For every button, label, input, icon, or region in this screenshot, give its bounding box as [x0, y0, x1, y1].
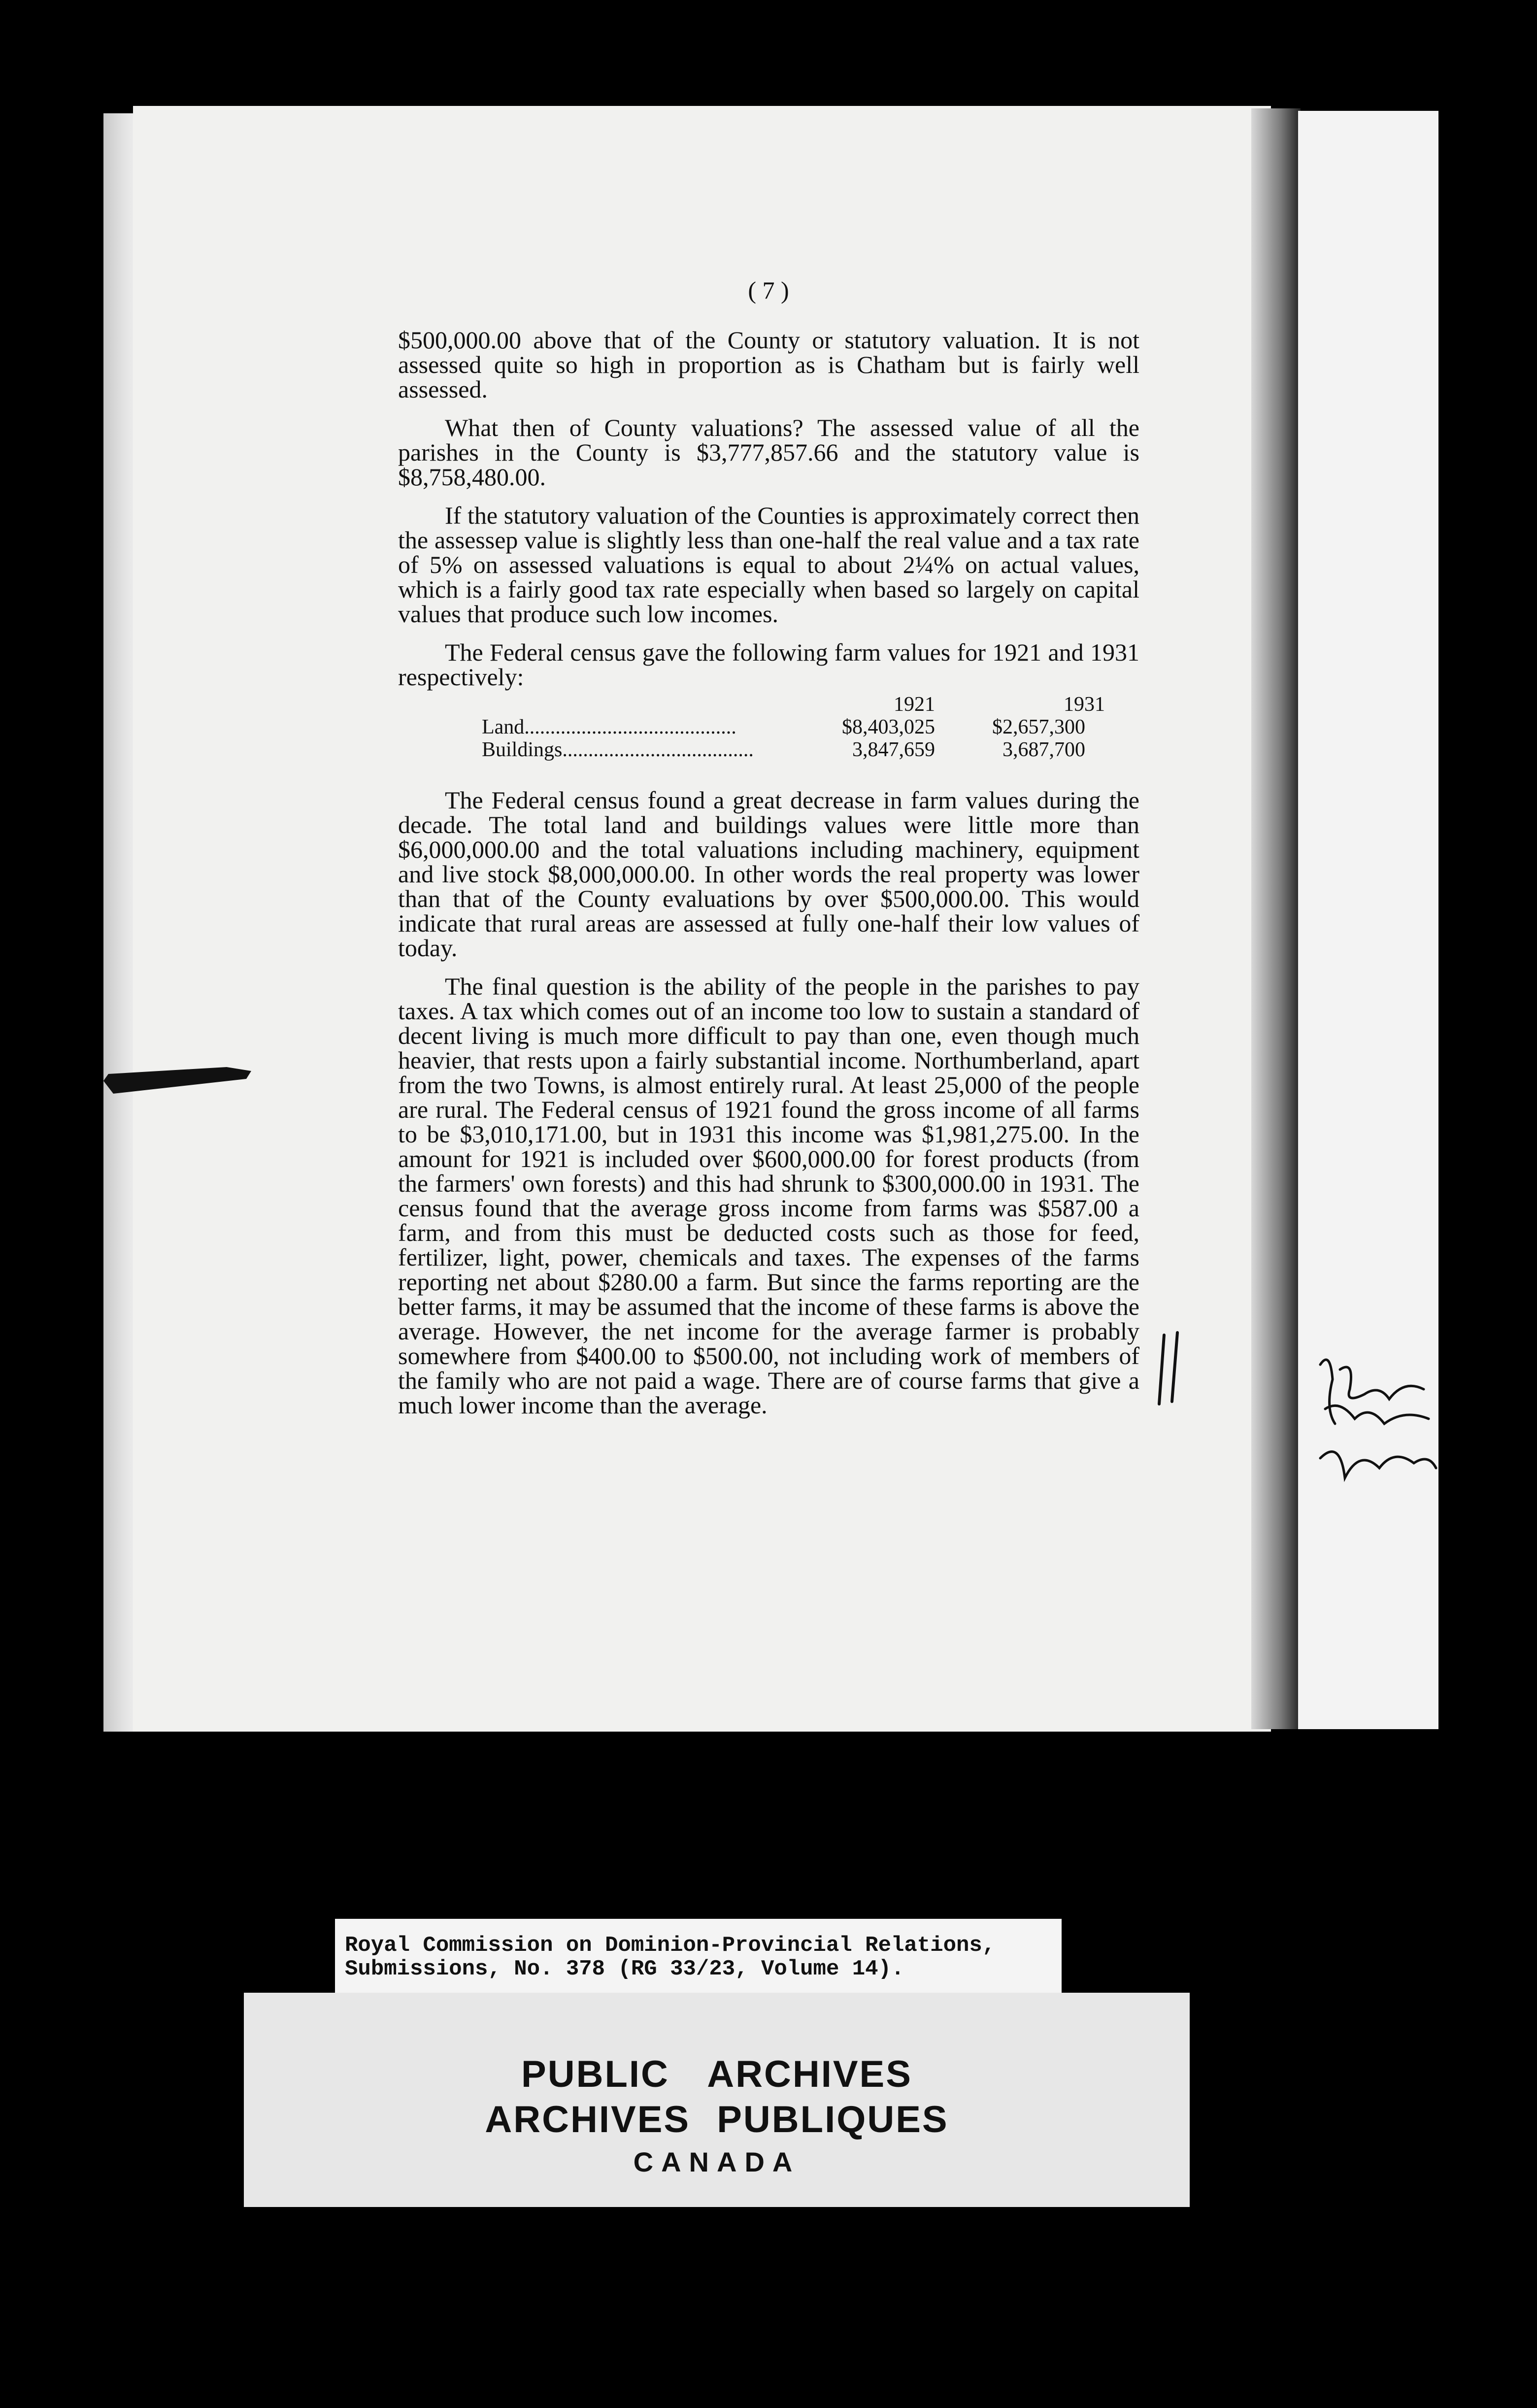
land-1921: $8,403,025 [842, 716, 935, 738]
page-number: ( 7 ) [748, 276, 789, 304]
archive-label-line-2: Submissions, No. 378 (RG 33/23, Volume 14). [345, 1957, 904, 1981]
row-label-buildings: Buildings..................................... [482, 738, 754, 761]
table-row [398, 716, 1139, 738]
public-archives-stamp [244, 1993, 1190, 2207]
land-1931: $2,657,300 [992, 716, 1085, 738]
paragraph-3: If the statutory valuation of the Counties is approximately correct then the assessep value is slightly less than one-half the real value and a tax rate of 5% on assessed valuations is equal to about 2¼% on actual values, which is a fairly good tax rate especially when based so largely on capital values that produce such low incomes. [398, 502, 1139, 628]
body-text [398, 328, 1139, 1431]
stamp-line-2: ARCHIVES PUBLIQUES [485, 2099, 949, 2140]
stamp-line-3: CANADA [633, 2146, 801, 2177]
table-header-row [398, 693, 1139, 716]
binding-shadow [1251, 108, 1301, 1729]
buildings-1921: 3,847,659 [852, 738, 935, 761]
table-row [398, 738, 1139, 761]
archive-label-line-1: Royal Commission on Dominion-Provincial Relations, [345, 1933, 996, 1958]
pencil-pointer-icon [103, 1064, 251, 1099]
archive-reference-label [335, 1919, 1062, 1993]
row-label-land: Land......................................... [482, 716, 736, 738]
handwritten-note-icon [1310, 1350, 1438, 1498]
paragraph-4: The Federal census gave the following farm values for 1921 and 1931 respectively: [398, 638, 1139, 691]
handwritten-margin-mark-icon [1155, 1330, 1185, 1409]
farm-values-table [398, 693, 1139, 761]
header-1931: 1931 [1064, 693, 1105, 716]
paragraph-6: The final question is the ability of the people in the parishes to pay taxes. A tax which comes out of an income too low to sustain a standard of decent living is much more difficult to pay than one, even though much heavier, that rests upon a fairly substantial income. Northumberland, apart from the two Towns, is almost entirely rural. At least 25,000 of the people are rural. The Federal census of 1921 found the gross income of all farms to be $3,010,171.00, but in 1931 this income was $1,981,275.00. In the amount for 1921 is included over $600,000.00 for forest products (from the farmers' own forests) and this had shrunk to $300,000.00 in 1931. The census found that the average gross income from farms was $587.00 a farm, and from this must be deducted costs such as those for feed, fertilizer, light, power, chemicals and taxes. The expenses of the farms reporting net about $280.00 a farm. But since the farms reporting are the better farms, it may be assumed that the income of these farms is above the average. However, the net income for the average farmer is probably somewhere from $400.00 to $500.00, not including work of members of the family who are not paid a wage. There are of course farms that give a much lower income than the average. [398, 972, 1139, 1419]
paragraph-2: What then of County valuations? The assessed value of all the parishes in the County is $3,777,857.66 and the statutory value is $8,758,480.00. [398, 414, 1139, 491]
paragraph-1: $500,000.00 above that of the County or statutory valuation. It is not assessed quite so high in proportion as is Chatham but is fairly well assessed. [398, 326, 1139, 403]
buildings-1931: 3,687,700 [1002, 738, 1085, 761]
paragraph-5: The Federal census found a great decrease in farm values during the decade. The total land and buildings values were little more than $6,000,000.00 and the total valuations including machinery, equipment and live stock $8,000,000.00. In other words the real property was lower than that of the County evaluations by over $500,000.00. This would indicate that rural areas are assessed at fully one-half their low values of today. [398, 786, 1139, 962]
stamp-line-1: PUBLIC ARCHIVES [521, 2053, 912, 2095]
header-1921: 1921 [894, 693, 935, 716]
